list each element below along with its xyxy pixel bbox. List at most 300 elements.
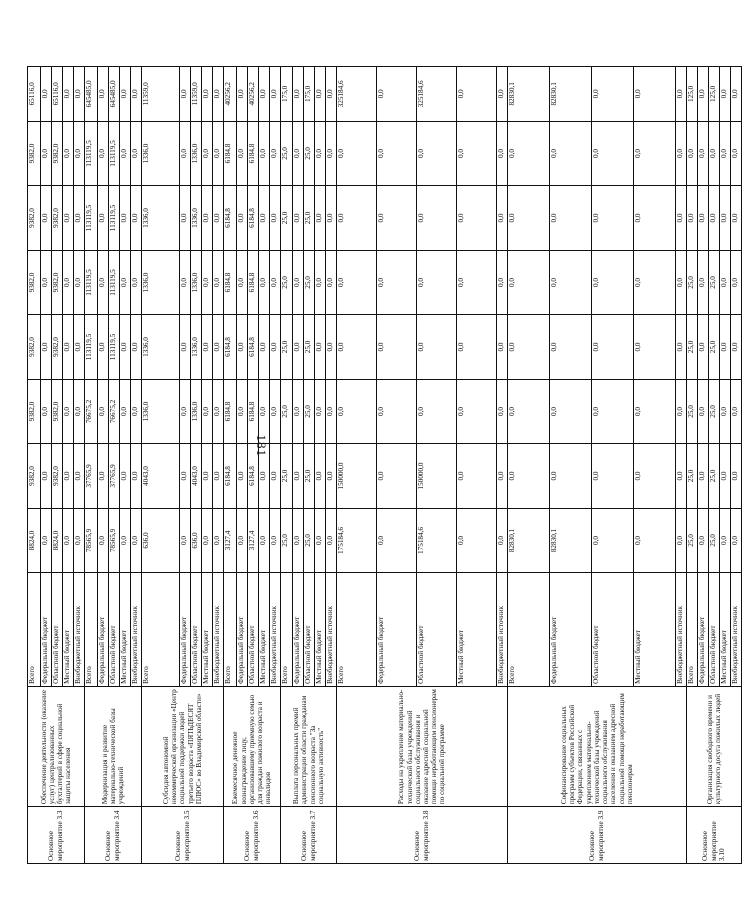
amount-cell: 0,0 <box>457 379 497 444</box>
amount-cell: 4043,0 <box>191 444 202 509</box>
amount-cell: 0,0 <box>457 444 497 509</box>
amount-cell: 0,0 <box>377 250 417 315</box>
amount-cell: 0,0 <box>457 508 497 573</box>
table-row <box>142 67 180 864</box>
amount-cell: 0,0 <box>41 379 52 444</box>
measure-kind: Основное мероприятие 3.9 <box>508 807 687 864</box>
amount-cell: 0,0 <box>63 379 74 444</box>
amount-cell: 6184,8 <box>248 379 259 444</box>
funding-source: Всего <box>85 573 98 687</box>
amount-cell: 0,0 <box>676 315 687 380</box>
amount-cell: 0,0 <box>315 67 326 122</box>
amount-cell: 0,0 <box>180 315 191 380</box>
funding-source: Федеральный бюджет <box>698 573 709 687</box>
amount-cell: 82830,1 <box>508 508 550 573</box>
amount-cell: 0,0 <box>315 379 326 444</box>
amount-cell: 0,0 <box>237 444 248 509</box>
measure-kind: Основное мероприятие 3.10 <box>687 807 742 864</box>
amount-cell: 0,0 <box>634 121 676 186</box>
amount-cell: 1336,0 <box>142 379 180 444</box>
amount-cell: 0,0 <box>315 444 326 509</box>
amount-cell: 0,0 <box>270 379 281 444</box>
amount-cell: 113119,5 <box>109 250 120 315</box>
amount-cell: 0,0 <box>41 315 52 380</box>
funding-source: Всего <box>142 573 180 687</box>
amount-cell: 0,0 <box>74 186 85 251</box>
amount-cell: 0,0 <box>202 379 213 444</box>
amount-cell: 1336,0 <box>142 186 180 251</box>
amount-cell: 0,0 <box>731 315 742 380</box>
amount-cell: 1336,0 <box>142 121 180 186</box>
amount-cell: 3127,4 <box>224 508 237 573</box>
table-row <box>337 67 377 864</box>
amount-cell: 8824,0 <box>28 508 41 573</box>
amount-cell: 0,0 <box>237 121 248 186</box>
amount-cell: 0,0 <box>41 67 52 122</box>
amount-cell: 0,0 <box>337 186 377 251</box>
amount-cell: 0,0 <box>131 315 142 380</box>
amount-cell: 0,0 <box>213 508 224 573</box>
funding-source: Областной бюджет <box>191 573 202 687</box>
amount-cell: 0,0 <box>41 508 52 573</box>
amount-cell: 6184,8 <box>224 186 237 251</box>
amount-cell: 0,0 <box>550 315 592 380</box>
table-body <box>28 67 742 864</box>
amount-cell: 25,0 <box>304 508 315 573</box>
amount-cell: 0,0 <box>377 67 417 122</box>
amount-cell: 37765,9 <box>109 444 120 509</box>
amount-cell: 0,0 <box>592 250 634 315</box>
amount-cell: 0,0 <box>98 315 109 380</box>
amount-cell: 0,0 <box>120 186 131 251</box>
amount-cell: 0,0 <box>508 379 550 444</box>
amount-cell: 0,0 <box>497 121 508 186</box>
amount-cell: 0,0 <box>213 67 224 122</box>
amount-cell: 0,0 <box>457 121 497 186</box>
amount-cell: 3127,4 <box>248 508 259 573</box>
amount-cell: 0,0 <box>634 250 676 315</box>
amount-cell: 0,0 <box>293 508 304 573</box>
amount-cell: 0,0 <box>720 444 731 509</box>
amount-cell: 0,0 <box>326 444 337 509</box>
amount-cell: 0,0 <box>457 67 497 122</box>
measure-name: Выплата персональных премий администрации области гражданам пенсионного возраста "За социальную активность" <box>281 686 337 806</box>
amount-cell: 0,0 <box>131 186 142 251</box>
funding-source: Внебюджетный источник <box>131 573 142 687</box>
measure-name: Расходы на укрепление материально-технической базы учреждений социального обслуживания и оказание адресной социальной помощи неработающим пенсионерам по социальной программе <box>337 686 508 806</box>
funding-source: Всего <box>224 573 237 687</box>
amount-cell: 0,0 <box>315 121 326 186</box>
amount-cell: 0,0 <box>98 379 109 444</box>
measure-name: Организация свободного времени и культурного досуга пожилых людей <box>687 686 742 806</box>
amount-cell: 0,0 <box>270 121 281 186</box>
amount-cell: 113119,5 <box>85 315 98 380</box>
amount-cell: 25,0 <box>304 315 315 380</box>
amount-cell: 0,0 <box>417 315 457 380</box>
measure-kind: Основное мероприятие 3.5 <box>142 807 224 864</box>
amount-cell: 0,0 <box>676 508 687 573</box>
amount-cell: 0,0 <box>497 250 508 315</box>
measure-kind: Основное мероприятие 3.8 <box>337 807 508 864</box>
amount-cell: 0,0 <box>202 67 213 122</box>
funding-source: Внебюджетный источник <box>731 573 742 687</box>
amount-cell: 0,0 <box>550 379 592 444</box>
amount-cell: 0,0 <box>550 186 592 251</box>
amount-cell: 0,0 <box>74 250 85 315</box>
amount-cell: 0,0 <box>237 379 248 444</box>
amount-cell: 0,0 <box>698 444 709 509</box>
amount-cell: 25,0 <box>304 186 315 251</box>
funding-source: Федеральный бюджет <box>377 573 417 687</box>
amount-cell: 113119,5 <box>109 186 120 251</box>
amount-cell: 0,0 <box>63 67 74 122</box>
amount-cell: 0,0 <box>63 121 74 186</box>
measure-kind: Основное мероприятие 3.6 <box>224 807 281 864</box>
amount-cell: 0,0 <box>417 379 457 444</box>
page-number: 181 <box>254 434 269 457</box>
amount-cell: 0,0 <box>74 315 85 380</box>
amount-cell: 113119,5 <box>85 250 98 315</box>
amount-cell: 0,0 <box>676 186 687 251</box>
funding-source: Областной бюджет <box>52 573 63 687</box>
amount-cell: 0,0 <box>131 444 142 509</box>
amount-cell: 0,0 <box>120 121 131 186</box>
amount-cell: 9382,0 <box>28 379 41 444</box>
amount-cell: 0,0 <box>634 379 676 444</box>
amount-cell: 0,0 <box>98 121 109 186</box>
amount-cell: 0,0 <box>720 379 731 444</box>
funding-source: Внебюджетный источник <box>74 573 85 687</box>
amount-cell: 0,0 <box>270 67 281 122</box>
amount-cell: 25,0 <box>281 508 293 573</box>
amount-cell: 0,0 <box>259 379 270 444</box>
amount-cell: 0,0 <box>698 315 709 380</box>
amount-cell: 0,0 <box>120 315 131 380</box>
funding-source: Внебюджетный источник <box>326 573 337 687</box>
amount-cell: 0,0 <box>698 379 709 444</box>
amount-cell: 0,0 <box>213 444 224 509</box>
budget-table <box>27 66 742 864</box>
amount-cell: 0,0 <box>720 67 731 122</box>
amount-cell: 9382,0 <box>28 186 41 251</box>
amount-cell: 0,0 <box>270 250 281 315</box>
amount-cell: 9382,0 <box>28 315 41 380</box>
amount-cell: 25,0 <box>304 121 315 186</box>
amount-cell: 113119,5 <box>85 121 98 186</box>
amount-cell: 113119,5 <box>85 186 98 251</box>
amount-cell: 1336,0 <box>191 379 202 444</box>
amount-cell: 0,0 <box>676 444 687 509</box>
funding-source: Областной бюджет <box>592 573 634 687</box>
amount-cell: 0,0 <box>213 379 224 444</box>
table-row <box>281 67 293 864</box>
amount-cell: 6184,8 <box>224 250 237 315</box>
funding-source: Внебюджетный источник <box>497 573 508 687</box>
amount-cell: 0,0 <box>497 379 508 444</box>
amount-cell: 0,0 <box>698 186 709 251</box>
amount-cell: 0,0 <box>676 379 687 444</box>
amount-cell: 25,0 <box>304 444 315 509</box>
funding-source: Федеральный бюджет <box>550 573 592 687</box>
amount-cell: 0,0 <box>202 444 213 509</box>
amount-cell: 0,0 <box>377 444 417 509</box>
amount-cell: 0,0 <box>731 444 742 509</box>
amount-cell: 65116,0 <box>52 67 63 122</box>
amount-cell: 0,0 <box>417 186 457 251</box>
amount-cell: 25,0 <box>304 250 315 315</box>
amount-cell: 0,0 <box>457 250 497 315</box>
amount-cell: 0,0 <box>120 508 131 573</box>
amount-cell: 113119,5 <box>109 121 120 186</box>
amount-cell: 0,0 <box>213 250 224 315</box>
amount-cell: 0,0 <box>676 67 687 122</box>
amount-cell: 0,0 <box>213 315 224 380</box>
amount-cell: 0,0 <box>457 186 497 251</box>
measure-name: Субсидия автономной некоммерческой организации «Центр социальной поддержки людей третьего возраста «ПЯТЬДЕСЯТ ПЛЮС» во Владимирской области» <box>142 686 224 806</box>
amount-cell: 0,0 <box>634 186 676 251</box>
amount-cell: 0,0 <box>180 121 191 186</box>
amount-cell: 0,0 <box>377 186 417 251</box>
amount-cell: 9382,0 <box>28 250 41 315</box>
amount-cell: 0,0 <box>731 508 742 573</box>
amount-cell: 0,0 <box>676 250 687 315</box>
amount-cell: 25,0 <box>281 121 293 186</box>
amount-cell: 0,0 <box>74 444 85 509</box>
amount-cell: 6184,8 <box>248 315 259 380</box>
amount-cell: 25,0 <box>709 444 720 509</box>
amount-cell: 0,0 <box>237 315 248 380</box>
amount-cell: 0,0 <box>98 67 109 122</box>
amount-cell: 82830,1 <box>550 67 592 122</box>
amount-cell: 0,0 <box>270 508 281 573</box>
funding-source: Местный бюджет <box>120 573 131 687</box>
amount-cell: 6184,8 <box>224 444 237 509</box>
amount-cell: 0,0 <box>698 67 709 122</box>
funding-source: Всего <box>337 573 377 687</box>
amount-cell: 0,0 <box>98 444 109 509</box>
amount-cell: 0,0 <box>377 121 417 186</box>
amount-cell: 9382,0 <box>28 121 41 186</box>
amount-cell: 0,0 <box>41 250 52 315</box>
amount-cell: 0,0 <box>180 250 191 315</box>
funding-source: Всего <box>281 573 293 687</box>
amount-cell: 25,0 <box>304 379 315 444</box>
amount-cell: 9382,0 <box>52 186 63 251</box>
amount-cell: 0,0 <box>202 250 213 315</box>
amount-cell: 0,0 <box>497 508 508 573</box>
amount-cell: 78565,9 <box>85 508 98 573</box>
amount-cell: 0,0 <box>120 379 131 444</box>
amount-cell: 0,0 <box>592 379 634 444</box>
amount-cell: 0,0 <box>98 186 109 251</box>
amount-cell: 76675,2 <box>85 379 98 444</box>
amount-cell: 0,0 <box>508 121 550 186</box>
amount-cell: 125,0 <box>709 67 720 122</box>
amount-cell: 0,0 <box>550 250 592 315</box>
amount-cell: 0,0 <box>676 121 687 186</box>
amount-cell: 0,0 <box>508 444 550 509</box>
amount-cell: 175184,6 <box>417 508 457 573</box>
amount-cell: 636,0 <box>142 508 180 573</box>
amount-cell: 0,0 <box>63 186 74 251</box>
amount-cell: 0,0 <box>293 250 304 315</box>
amount-cell: 25,0 <box>281 444 293 509</box>
amount-cell: 9382,0 <box>52 444 63 509</box>
amount-cell: 0,0 <box>315 508 326 573</box>
funding-source: Внебюджетный источник <box>270 573 281 687</box>
amount-cell: 0,0 <box>237 250 248 315</box>
amount-cell: 0,0 <box>634 67 676 122</box>
amount-cell: 9382,0 <box>52 250 63 315</box>
amount-cell: 82830,1 <box>508 67 550 122</box>
amount-cell: 175,0 <box>281 67 293 122</box>
amount-cell: 125,0 <box>687 67 698 122</box>
funding-source: Местный бюджет <box>202 573 213 687</box>
amount-cell: 0,0 <box>98 508 109 573</box>
amount-cell: 0,0 <box>720 121 731 186</box>
amount-cell: 0,0 <box>202 121 213 186</box>
funding-source: Местный бюджет <box>720 573 731 687</box>
funding-source: Местный бюджет <box>634 573 676 687</box>
amount-cell: 0,0 <box>337 250 377 315</box>
amount-cell: 25,0 <box>687 444 698 509</box>
amount-cell: 0,0 <box>337 379 377 444</box>
amount-cell: 0,0 <box>720 186 731 251</box>
amount-cell: 6184,8 <box>248 186 259 251</box>
amount-cell: 0,0 <box>180 186 191 251</box>
amount-cell: 0,0 <box>293 121 304 186</box>
amount-cell: 6184,8 <box>224 379 237 444</box>
amount-cell: 0,0 <box>131 508 142 573</box>
amount-cell: 0,0 <box>592 67 634 122</box>
amount-cell: 6184,8 <box>224 121 237 186</box>
amount-cell: 0,0 <box>293 186 304 251</box>
funding-source: Внебюджетный источник <box>676 573 687 687</box>
amount-cell: 6184,8 <box>248 250 259 315</box>
amount-cell: 0,0 <box>731 121 742 186</box>
amount-cell: 1336,0 <box>191 186 202 251</box>
amount-cell: 0,0 <box>120 250 131 315</box>
amount-cell: 0,0 <box>293 444 304 509</box>
amount-cell: 0,0 <box>202 508 213 573</box>
amount-cell: 0,0 <box>315 250 326 315</box>
amount-cell: 0,0 <box>293 379 304 444</box>
amount-cell: 25,0 <box>709 508 720 573</box>
amount-cell: 0,0 <box>709 186 720 251</box>
amount-cell: 0,0 <box>377 508 417 573</box>
amount-cell: 0,0 <box>213 186 224 251</box>
measure-name: Ежемесячное денежное вознаграждение лицу, организовавшему приемную семью для граждан пожилого возраста и инвалидов <box>224 686 281 806</box>
amount-cell: 0,0 <box>377 379 417 444</box>
amount-cell: 76675,2 <box>109 379 120 444</box>
amount-cell: 0,0 <box>326 67 337 122</box>
table-row <box>687 67 698 864</box>
amount-cell: 8824,0 <box>52 508 63 573</box>
amount-cell: 40256,2 <box>248 67 259 122</box>
amount-cell: 0,0 <box>417 121 457 186</box>
funding-source: Федеральный бюджет <box>293 573 304 687</box>
funding-source: Внебюджетный источник <box>213 573 224 687</box>
amount-cell: 0,0 <box>592 186 634 251</box>
amount-cell: 25,0 <box>687 315 698 380</box>
amount-cell: 0,0 <box>731 186 742 251</box>
amount-cell: 0,0 <box>259 67 270 122</box>
funding-source: Областной бюджет <box>248 573 259 687</box>
amount-cell: 0,0 <box>508 250 550 315</box>
amount-cell: 25,0 <box>281 250 293 315</box>
amount-cell: 0,0 <box>457 315 497 380</box>
amount-cell: 0,0 <box>293 315 304 380</box>
amount-cell: 0,0 <box>326 121 337 186</box>
amount-cell: 0,0 <box>213 121 224 186</box>
funding-source: Федеральный бюджет <box>98 573 109 687</box>
table-row <box>508 67 550 864</box>
amount-cell: 0,0 <box>550 121 592 186</box>
amount-cell: 6184,8 <box>248 444 259 509</box>
amount-cell: 645485,0 <box>109 67 120 122</box>
amount-cell: 0,0 <box>131 379 142 444</box>
amount-cell: 0,0 <box>259 508 270 573</box>
amount-cell: 0,0 <box>508 315 550 380</box>
amount-cell: 0,0 <box>98 250 109 315</box>
amount-cell: 6184,8 <box>248 121 259 186</box>
amount-cell: 11359,0 <box>191 67 202 122</box>
amount-cell: 11359,0 <box>142 67 180 122</box>
amount-cell: 0,0 <box>326 250 337 315</box>
amount-cell: 0,0 <box>293 67 304 122</box>
amount-cell: 0,0 <box>131 67 142 122</box>
amount-cell: 0,0 <box>698 508 709 573</box>
amount-cell: 82830,1 <box>550 508 592 573</box>
amount-cell: 0,0 <box>326 315 337 380</box>
amount-cell: 0,0 <box>315 315 326 380</box>
amount-cell: 325184,6 <box>337 67 377 122</box>
amount-cell: 65116,0 <box>28 67 41 122</box>
amount-cell: 645485,0 <box>85 67 98 122</box>
amount-cell: 0,0 <box>41 121 52 186</box>
amount-cell: 1336,0 <box>191 121 202 186</box>
measure-kind: Основное мероприятие 3.3 <box>28 807 85 864</box>
amount-cell: 0,0 <box>131 121 142 186</box>
amount-cell: 9382,0 <box>28 444 41 509</box>
amount-cell: 25,0 <box>281 186 293 251</box>
amount-cell: 0,0 <box>698 121 709 186</box>
amount-cell: 0,0 <box>74 508 85 573</box>
amount-cell: 0,0 <box>237 186 248 251</box>
measure-name: Модернизация и развитие материально-технической базы учреждений <box>85 686 142 806</box>
amount-cell: 0,0 <box>259 186 270 251</box>
amount-cell: 40256,2 <box>224 67 237 122</box>
amount-cell: 0,0 <box>497 67 508 122</box>
table-row <box>28 67 41 864</box>
amount-cell: 150000,0 <box>417 444 457 509</box>
amount-cell: 25,0 <box>687 250 698 315</box>
funding-source: Местный бюджет <box>259 573 270 687</box>
amount-cell: 0,0 <box>259 121 270 186</box>
funding-source: Всего <box>28 573 41 687</box>
amount-cell: 0,0 <box>508 186 550 251</box>
amount-cell: 78565,9 <box>109 508 120 573</box>
amount-cell: 0,0 <box>237 508 248 573</box>
amount-cell: 1336,0 <box>191 315 202 380</box>
amount-cell: 0,0 <box>202 315 213 380</box>
amount-cell: 0,0 <box>326 508 337 573</box>
amount-cell: 25,0 <box>709 315 720 380</box>
amount-cell: 1336,0 <box>142 250 180 315</box>
amount-cell: 25,0 <box>281 315 293 380</box>
funding-source: Местный бюджет <box>63 573 74 687</box>
amount-cell: 175184,6 <box>337 508 377 573</box>
